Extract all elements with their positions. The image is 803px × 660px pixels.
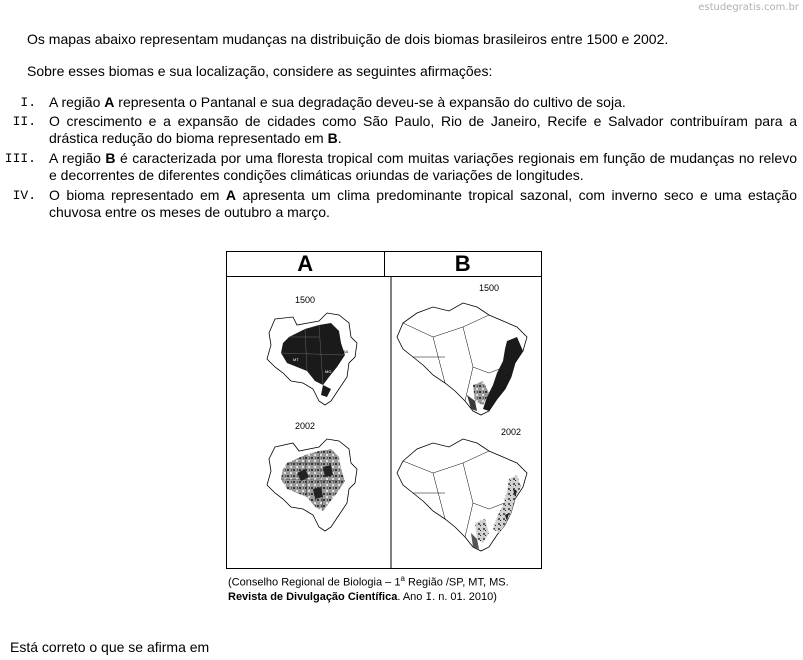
year-a-top: 1500: [294, 295, 316, 305]
statement-3: [0, 150, 803, 184]
intro-text: Os mapas abaixo representam mudanças na distribuição de dois biomas brasileiros entre 1500 e 2002.: [27, 31, 669, 47]
question-prompt: Está correto o que se afirma em: [10, 639, 210, 655]
map-a-1500: [267, 313, 357, 405]
figure-body: [227, 277, 541, 569]
figure-header: [227, 252, 541, 277]
svg-text:MT: MT: [293, 357, 299, 362]
caption-line-2: Revista de Divulgação Científica. Ano I. n. 01. 2010): [228, 590, 497, 604]
statement-1: [0, 94, 803, 111]
map-b-1500: [397, 303, 527, 415]
svg-text:BA: BA: [343, 349, 349, 354]
statement-text: A região A representa o Pantanal e sua degradação deveu-se à expansão do cultivo de soja.: [49, 94, 626, 110]
statement-4: [0, 187, 803, 221]
watermark: estudegratis.com.br: [698, 2, 799, 13]
year-b-bottom: 2002: [500, 427, 522, 437]
statement-list: [0, 94, 803, 223]
map-a-2002: [267, 439, 357, 531]
statement-text: A região B é caracterizada por uma floresta tropical com muitas variações regionais em função de mudanças no relevo e decorrentes de diferentes condições climáticas oriundas de variações de longitudes.: [49, 150, 797, 183]
map-b-2002: [397, 439, 527, 551]
svg-text:MG: MG: [325, 369, 332, 374]
statement-numeral: II.: [12, 114, 36, 129]
statement-text: O bioma representado em A apresenta um clima predominante tropical sazonal, com inverno seco e uma estação chuvosa entre os meses de outubro a março.: [49, 187, 798, 220]
year-b-top: 1500: [478, 283, 500, 293]
figure-caption: [228, 572, 509, 605]
statement-numeral: I.: [20, 95, 36, 110]
statement-2: [0, 113, 803, 147]
maps-svg: [227, 277, 541, 569]
caption-line-1: (Conselho Regional de Biologia – 1$^a$ Região /SP, MT, MS.: [228, 574, 509, 589]
consider-text: Sobre esses biomas e sua localização, considere as seguintes afirmações:: [27, 63, 493, 79]
statement-text: O crescimento e a expansão de cidades como São Paulo, Rio de Janeiro, Recife e Salvador contribuíram para a drástica redução do bioma representado em B.: [49, 113, 797, 146]
statement-numeral: IV.: [12, 188, 36, 203]
column-b-label: B: [384, 252, 542, 276]
year-a-bottom: 2002: [294, 421, 316, 431]
biome-maps-figure: [226, 251, 542, 569]
column-a-label: A: [297, 251, 314, 276]
statement-numeral: III.: [4, 151, 36, 166]
